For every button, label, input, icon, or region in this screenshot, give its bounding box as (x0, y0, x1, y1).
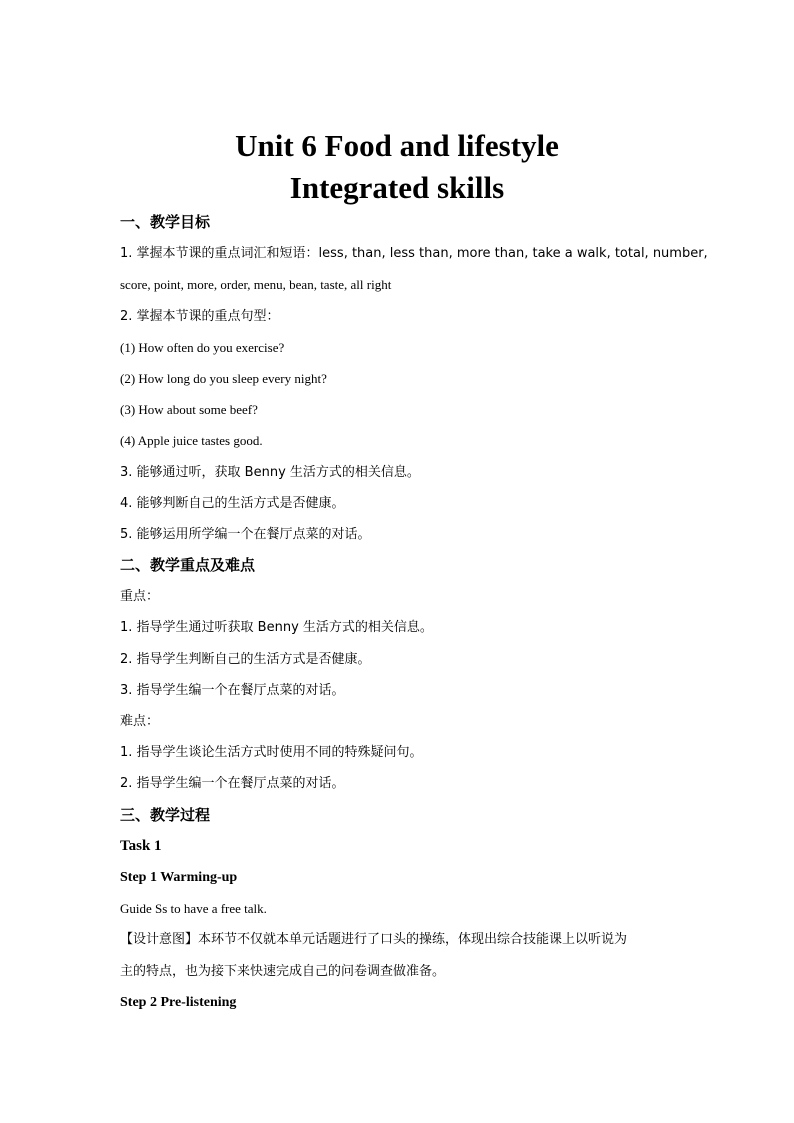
goal-item-4: 4. 能够判断自己的生活方式是否健康。 (120, 495, 345, 511)
step-2-heading: Step 2 Pre-listening (120, 994, 237, 1010)
section-heading-goals: 一、教学目标 (120, 213, 211, 231)
goal-item-1-part1: 1. 掌握本节课的重点词汇和短语：less, than, less than, more than, take a walk, total, number, (120, 246, 708, 262)
design-intent-part2: 主的特点，也为接下来快速完成自己的问卷调查做准备。 (120, 963, 446, 979)
focus-item-1: 1. 指导学生通过听获取 Benny 生活方式的相关信息。 (120, 620, 433, 636)
goal-item-2: 2. 掌握本节课的重点句型： (120, 308, 280, 324)
goal-item-1-part2: score, point, more, order, menu, bean, taste, all right (120, 277, 392, 293)
focus-label: 重点： (120, 589, 160, 605)
key-sentence-4: (4) Apple juice tastes good. (120, 433, 263, 449)
design-intent-part1: 【设计意图】本环节不仅就本单元话题进行了口头的操练，体现出综合技能课上以听说为 (120, 932, 628, 948)
difficulty-label: 难点： (120, 714, 160, 729)
difficulty-item-2: 2. 指导学生编一个在餐厅点菜的对话。 (120, 776, 345, 792)
key-sentence-2: (2) How long do you sleep every night? (120, 370, 327, 386)
focus-item-3: 3. 指导学生编一个在餐厅点菜的对话。 (120, 682, 345, 698)
step-1-text: Guide Ss to have a free talk. (120, 901, 267, 917)
document-title: Unit 6 Food and lifestyle (235, 128, 559, 163)
step-1-heading: Step 1 Warming-up (120, 869, 238, 885)
task-1-heading: Task 1 (120, 837, 162, 854)
document-subtitle: Integrated skills (289, 170, 505, 205)
goal-item-3: 3. 能够通过听，获取 Benny 生活方式的相关信息。 (120, 464, 420, 480)
focus-item-2: 2. 指导学生判断自己的生活方式是否健康。 (120, 651, 371, 667)
section-heading-key-points: 二、教学重点及难点 (120, 556, 256, 575)
key-sentence-3: (3) How about some beef? (120, 402, 258, 418)
document-body (120, 207, 708, 1018)
goal-item-5: 5. 能够运用所学编一个在餐厅点菜的对话。 (120, 526, 371, 542)
section-heading-process: 三、教学过程 (120, 805, 211, 824)
difficulty-item-1: 1. 指导学生谈论生活方式时使用不同的特殊疑问句。 (120, 745, 423, 761)
key-sentence-1: (1) How often do you exercise? (120, 339, 285, 355)
